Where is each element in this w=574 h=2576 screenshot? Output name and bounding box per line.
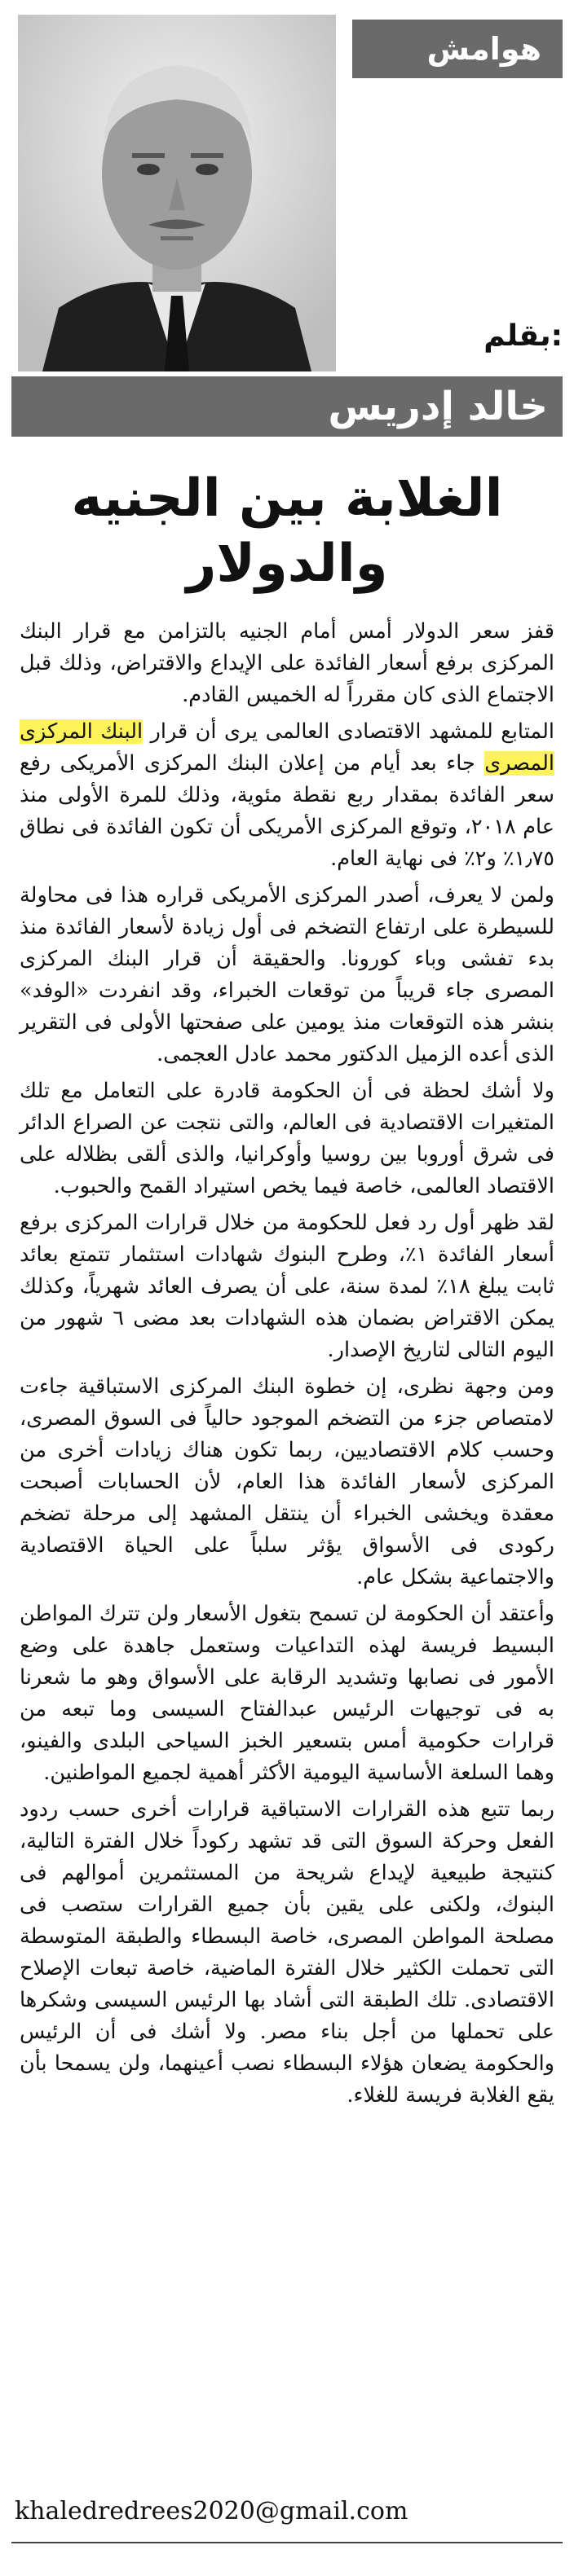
author-email[interactable]: khaledredrees2020@gmail.com bbox=[15, 2497, 408, 2525]
author-photo bbox=[18, 15, 336, 371]
paragraph-7: وأعتقد أن الحكومة لن تسمح بتغول الأسعار ولن تترك المواطن البسيط فريسة لهذه التداعيات وستعمل جاهدة على وضع الأمور فى نصابها وتشديد الرقابة على الأسواق وهو ما شعرنا به فى توجيهات الرئيس عبدالفتاح السيسى وما تبعه من قرارات حكومية أمس بتسعير الخبز السياحى البلدى والفينو، وهما السلعة الأساسية اليومية الأكثر أهمية لجميع المواطنين. bbox=[20, 1602, 554, 1785]
author-name: خالد إدريس bbox=[11, 376, 563, 437]
byline-label: بقلم: bbox=[483, 319, 563, 353]
paragraph-1: قفز سعر الدولار أمس أمام الجنيه بالتزامن مع قرار البنك المركزى برفع أسعار الفائدة على الإيداع والاقتراض، وذلك قبل الاجتماع الذى كان مقرراً له الخميس القادم. bbox=[20, 619, 554, 707]
paragraph-2-before: المتابع للمشهد الاقتصادى العالمى يرى أن قرار bbox=[143, 719, 554, 744]
section-label: هوامش bbox=[352, 20, 563, 78]
paragraph-3: ولمن لا يعرف، أصدر المركزى الأمريكى قراره هذا فى محاولة للسيطرة على ارتفاع التضخم فى أول زيادة لأسعار الفائدة منذ بدء تفشى وباء كورونا. والحقيقة أن قرار البنك المركزى المصرى جاء قريباً من توقعات الخبراء، وقد انفردت «الوفد» بنشر هذه التوقعات منذ يومين على صفحتها الأولى فى التقرير الذى أعده الزميل الدكتور محمد عادل العجمى. bbox=[20, 883, 554, 1066]
paragraph-2-after: جاء بعد أيام من إعلان البنك المركزى الأمريكى رفع سعر الفائدة بمقدار ربع نقطة مئوية، وذلك للمرة الأولى منذ عام ٢٠١٨، وتوقع المركزى الأمريكى أن تكون الفائدة فى نطاق ١٫٧٥٪ و٢٪ فى نهاية العام. bbox=[20, 751, 554, 871]
paragraph-6: ومن وجهة نظرى، إن خطوة البنك المركزى الاستباقية جاءت لامتصاص جزء من التضخم الموجود حالياً فى السوق المصرى، وحسب كلام الاقتصاديين، ربما تكون هناك زيادات أخرى من المركزى لأسعار الفائدة هذا العام، لأن الحسابات أصبحت معقدة ويخشى الخبراء أن ينتقل المشهد إلى مرحلة تضخم ركودى فى الأسواق يؤثر سلباً على الحياة الاقتصادية والاجتماعية بشكل عام. bbox=[20, 1374, 554, 1589]
highlighted-text: البنك المركزى المصرى bbox=[20, 719, 554, 776]
bottom-divider bbox=[11, 2542, 563, 2543]
article-headline: الغلابة بين الجنيه والدولار bbox=[71, 468, 503, 594]
author-portrait-icon bbox=[18, 15, 336, 371]
paragraph-2 bbox=[20, 716, 554, 875]
article-header bbox=[11, 0, 563, 375]
paragraph-5: لقد ظهر أول رد فعل للحكومة من خلال قرارات المركزى برفع أسعار الفائدة ١٪، وطرح البنوك شهادات استثمار تتمتع بعائد ثابت يبلغ ١٨٪ لمدة سنة، على أن يصرف العائد شهرياً، وكذلك يمكن الاقتراض بضمان هذه الشهادات بعد مضى ٦ شهور من اليوم التالى لتاريخ الإصدار. bbox=[20, 1211, 555, 1362]
article-body bbox=[11, 616, 563, 2112]
paragraph-8: ربما تتبع هذه القرارات الاستباقية قرارات أخرى حسب ردود الفعل وحركة السوق التى قد تشهد ركوداً خلال الفترة التالية، كنتيجة طبيعية لإيداع شريحة من المستثمرين أموالهم فى البنوك، ولكنى على يقين بأن جميع القرارات ستصب فى مصلحة المواطن المصرى، خاصة البسطاء والطبقة المتوسطة التى تحملت الكثير خلال الفترة الماضية، خاصة تبعات الإصلاح الاقتصادى. تلك الطبقة التى أشاد بها الرئيس السيسى وشكرها على تحملها من أجل بناء مصر. ولا أشك فى أن الرئيس والحكومة يضعان هؤلاء البسطاء نصب أعينهما، ولن يسمحا بأن يقع الغلابة فريسة للغلاء. bbox=[20, 1797, 554, 2108]
paragraph-4: ولا أشك لحظة فى أن الحكومة قادرة على التعامل مع تلك المتغيرات الاقتصادية فى العالم، والتى نتجت عن الصراع الدائر فى شرق أوروبا بين روسيا وأوكرانيا، والذى ألقى بظلاله على الاقتصاد العالمى، خاصة فيما يخص استيراد القمح والحبوب. bbox=[20, 1079, 554, 1198]
